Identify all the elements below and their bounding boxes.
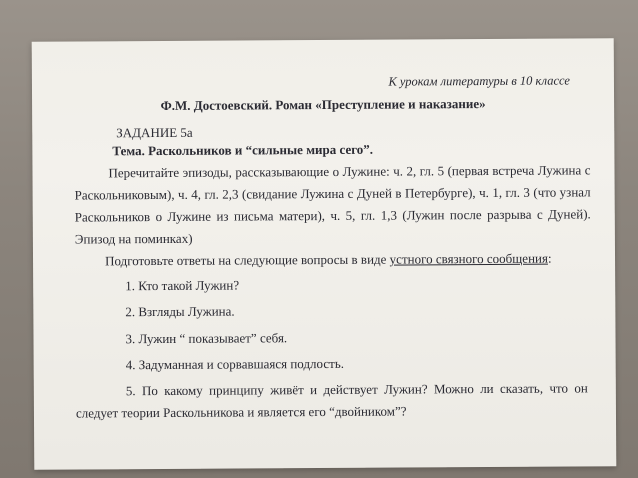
intro-text-line: Перечитайте эпизоды, рассказывающие о Лужине: ч. 2, гл. 5 (первая встреча Лужина с [108,162,591,181]
instructions-suffix: : [547,250,552,266]
question-item: 3. Лужин “ показывает” себя. [125,330,288,347]
intro-text-line: Раскольников о Лужине из письма матери), ч. 5, гл. 1,3 (Лужин после разрыва с Дуней). [74,206,591,225]
intro-text-line: Эпизод на поминках) [74,230,193,247]
topic-heading: Тема. Раскольников и “сильные мира сего”. [112,141,374,159]
intro-text-line: Раскольниковым), ч. 4, гл. 2,3 (свидание Лужина с Дуней в Петербурге), ч. 1, гл. 3 (что узнал [74,184,591,203]
question-item: 2. Взгляды Лужина. [125,303,235,320]
instructions-line [105,251,552,270]
paper-sheet [32,38,617,470]
document-title: Ф.М. Достоевский. Роман «Преступление и наказание» [160,96,486,113]
instructions-underlined: устного связного сообщения [389,250,548,267]
question-item: 5. По какому принципу живёт и действует Лужин? Можно ли сказать, что он [125,380,588,399]
task-label: ЗАДАНИЕ 5а [116,124,193,141]
question-item: 4. Задуманная и сорвавшаяся подлость. [125,355,345,373]
question-item: 1. Кто такой Лужин? [125,277,240,294]
instructions-prefix: Подготовьте ответы на следующие вопросы в виде [104,251,390,269]
course-note: К урокам литературы в 10 классе [388,73,570,89]
question-continuation: следует теории Раскольникова и является его “двойником”? [75,403,407,421]
